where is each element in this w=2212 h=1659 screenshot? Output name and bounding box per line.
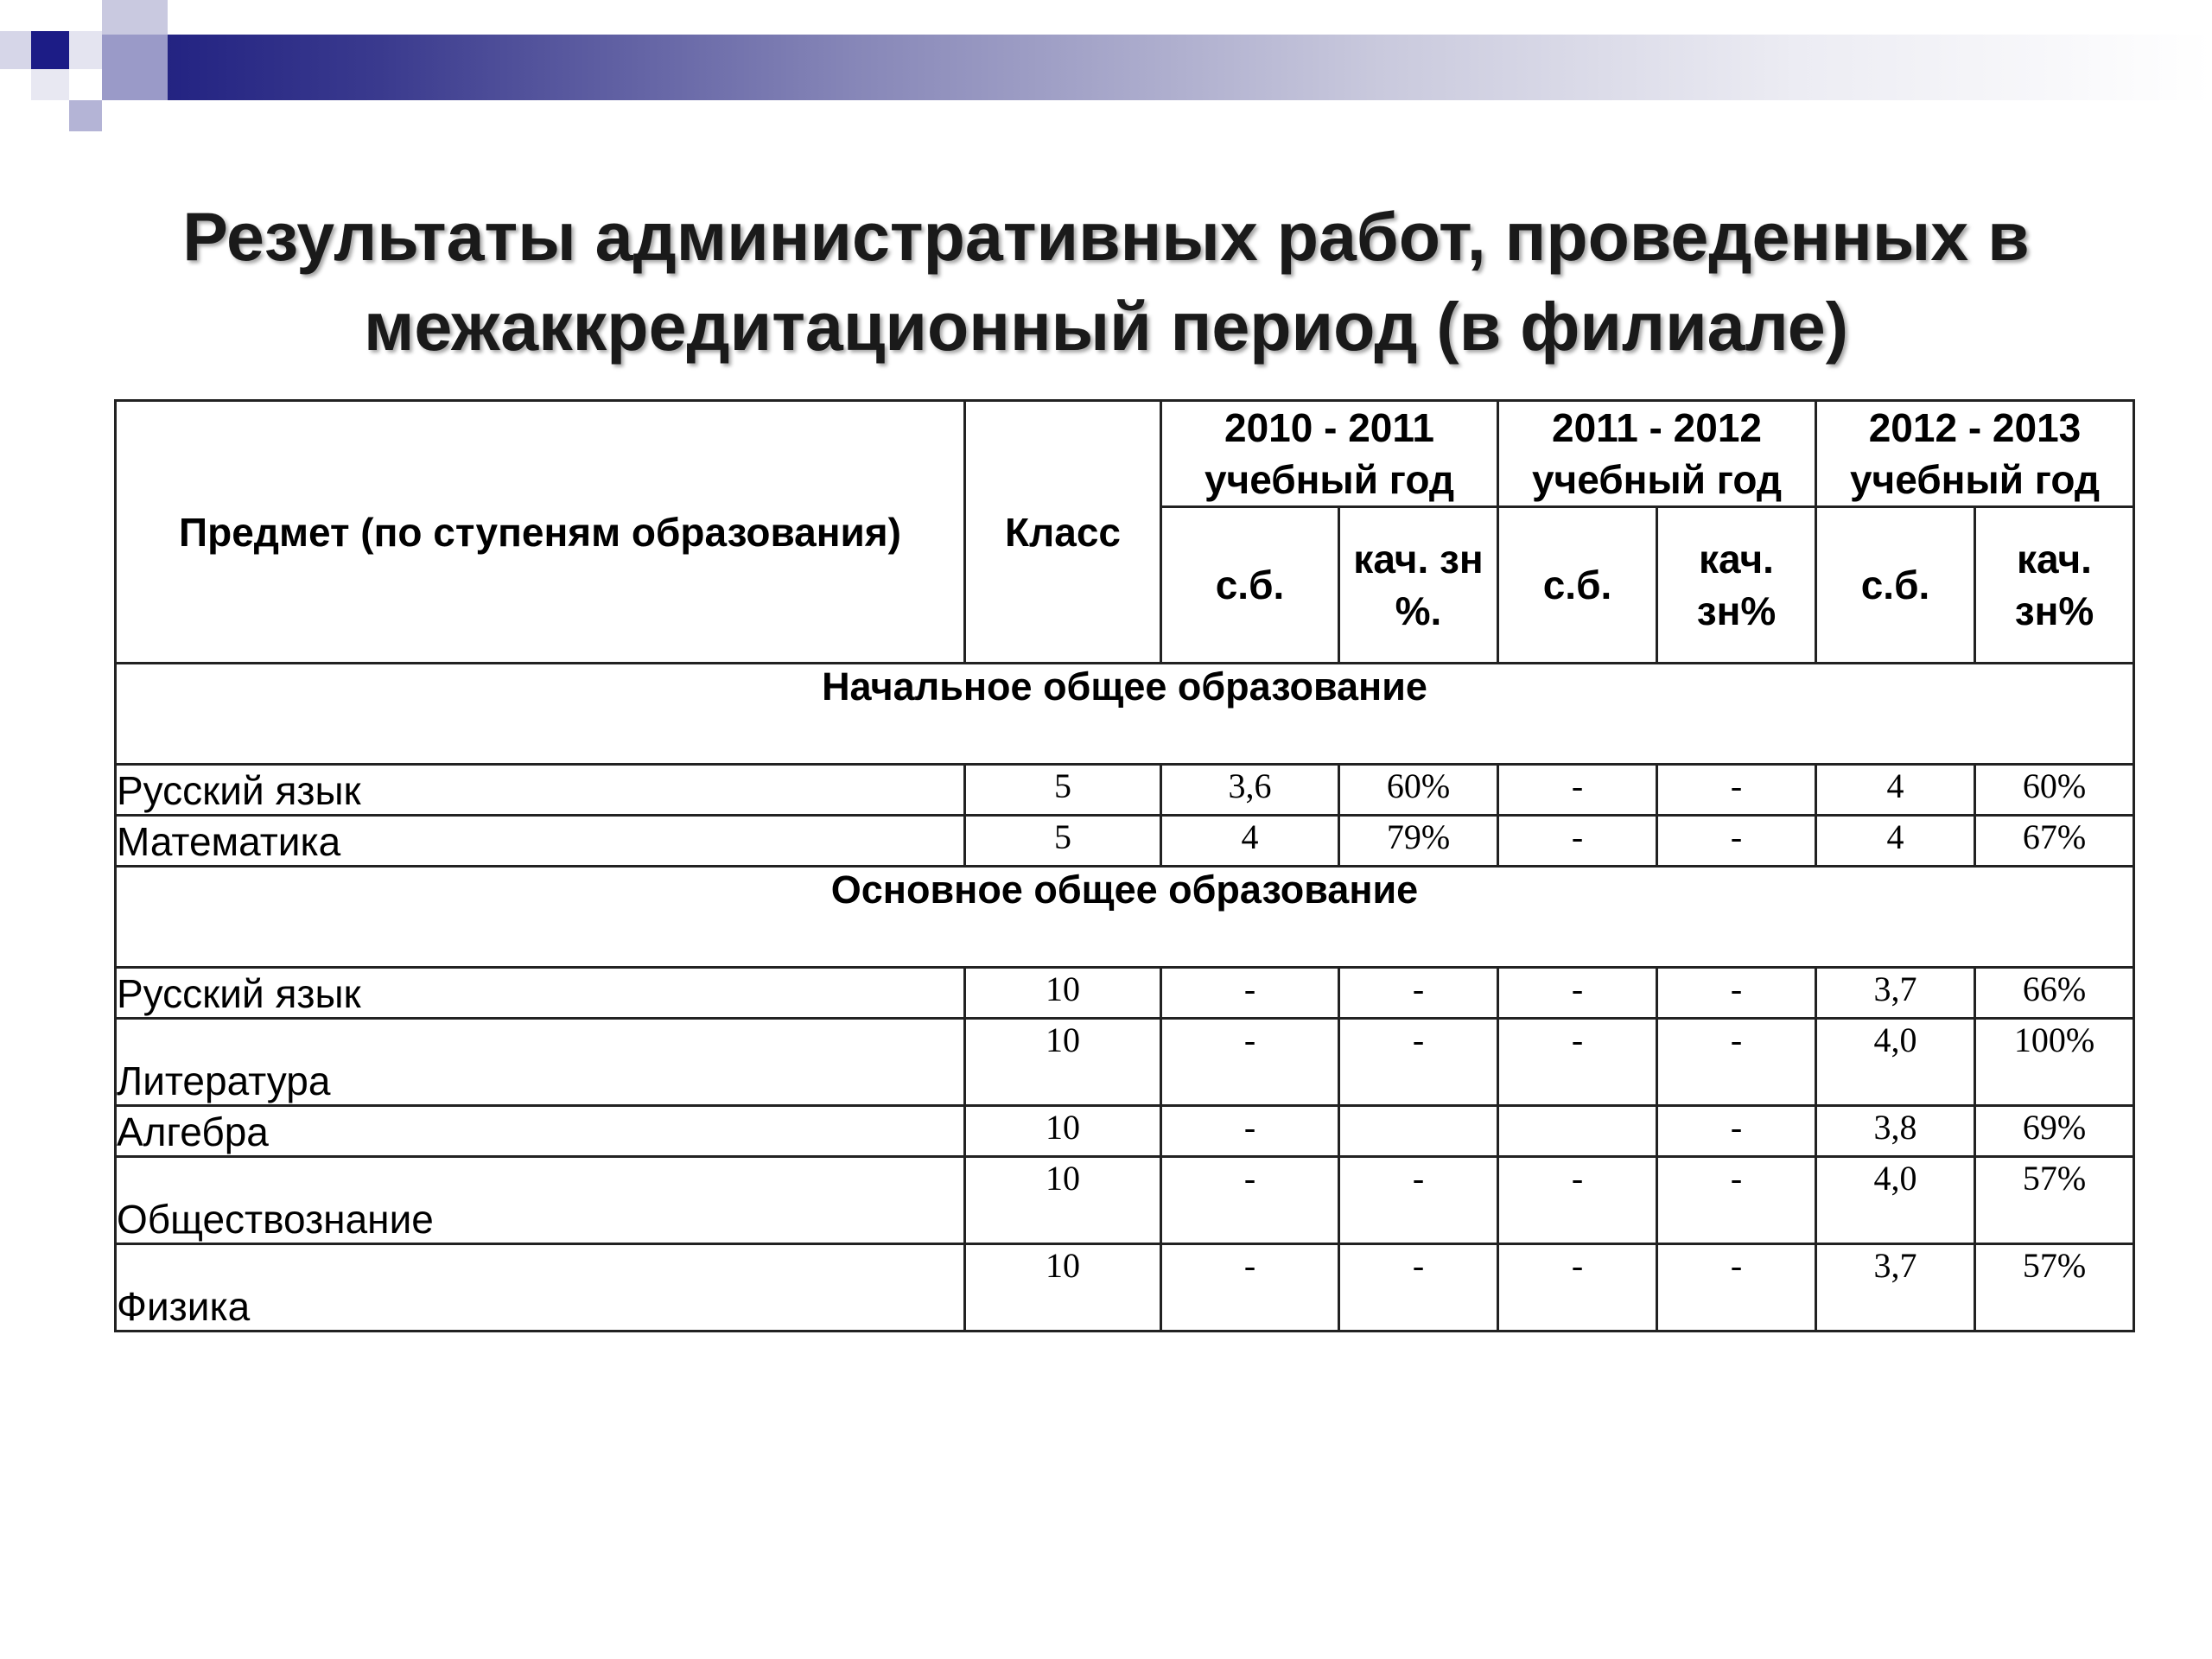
value-cell: - [1657,1019,1816,1106]
value-cell: 67% [1975,816,2134,867]
section-title: Начальное общее образование [116,664,2134,765]
decorative-square [102,35,168,100]
value-cell: - [1161,1157,1339,1244]
class-cell: 10 [965,1106,1161,1157]
value-cell: - [1161,968,1339,1019]
column-header-year: 2012 - 2013 учебный год [1816,401,2134,507]
column-header-metric: кач. зн% [1657,507,1816,664]
decorative-square [102,0,168,35]
value-cell: - [1657,1244,1816,1332]
value-cell: 57% [1975,1157,2134,1244]
value-cell: 4 [1816,765,1975,816]
section-row [116,664,2134,765]
value-cell: 79% [1339,816,1498,867]
value-cell: - [1339,1019,1498,1106]
class-cell: 10 [965,1019,1161,1106]
decorative-square [31,69,69,100]
value-cell: - [1498,765,1657,816]
value-cell: - [1657,816,1816,867]
column-header-year: 2010 - 2011 учебный год [1161,401,1498,507]
subject-cell: Русский язык [116,765,965,816]
value-cell: 60% [1339,765,1498,816]
column-header-year: 2011 - 2012 учебный год [1498,401,1816,507]
value-cell: - [1498,1019,1657,1106]
value-cell: 4 [1816,816,1975,867]
decorative-square [0,31,31,69]
table-row [116,1244,2134,1332]
value-cell: 3,8 [1816,1106,1975,1157]
table-row [116,1019,2134,1106]
table-row [116,816,2134,867]
column-header-metric: кач. зн% [1975,507,2134,664]
decorative-square [69,100,102,131]
decorative-square [31,31,69,69]
value-cell: 4 [1161,816,1339,867]
subject-cell: Физика [116,1244,965,1332]
table-row [116,1157,2134,1244]
class-cell: 5 [965,765,1161,816]
class-cell: 10 [965,968,1161,1019]
value-cell: - [1498,1157,1657,1244]
value-cell: 3,7 [1816,968,1975,1019]
decorative-square [69,31,102,69]
column-header-metric: с.б. [1161,507,1339,664]
value-cell: 69% [1975,1106,2134,1157]
value-cell: 60% [1975,765,2134,816]
subject-cell: Алгебра [116,1106,965,1157]
value-cell: - [1161,1019,1339,1106]
value-cell: 4,0 [1816,1157,1975,1244]
table-row [116,968,2134,1019]
header-row-years [116,401,2134,507]
results-table [114,399,2135,1332]
value-cell: - [1339,1157,1498,1244]
page-title: Результаты административных работ, проведенных в межаккредитационный период (в филиале) [182,198,2030,365]
column-header-class: Класс [965,401,1161,664]
value-cell: - [1657,1157,1816,1244]
value-cell: - [1498,1244,1657,1332]
class-cell: 10 [965,1157,1161,1244]
value-cell: - [1498,816,1657,867]
column-header-subject: Предмет (по ступеням образования) [116,401,965,664]
section-row [116,867,2134,968]
value-cell: 57% [1975,1244,2134,1332]
column-header-metric: с.б. [1816,507,1975,664]
column-header-metric: с.б. [1498,507,1657,664]
table-row [116,765,2134,816]
subject-cell: Математика [116,816,965,867]
value-cell: - [1657,968,1816,1019]
value-cell: - [1339,1244,1498,1332]
section-title: Основное общее образование [116,867,2134,968]
value-cell [1498,1106,1657,1157]
header-gradient-bar [130,35,2212,100]
value-cell: 3,7 [1816,1244,1975,1332]
value-cell: - [1339,968,1498,1019]
value-cell: 66% [1975,968,2134,1019]
value-cell: - [1657,1106,1816,1157]
subject-cell: Обществознание [116,1157,965,1244]
column-header-metric: кач. зн %. [1339,507,1498,664]
value-cell: - [1161,1244,1339,1332]
subject-cell: Русский язык [116,968,965,1019]
value-cell: - [1498,968,1657,1019]
subject-cell: Литература [116,1019,965,1106]
class-cell: 5 [965,816,1161,867]
value-cell: - [1657,765,1816,816]
value-cell: 4,0 [1816,1019,1975,1106]
value-cell [1339,1106,1498,1157]
table-row [116,1106,2134,1157]
value-cell: 100% [1975,1019,2134,1106]
class-cell: 10 [965,1244,1161,1332]
value-cell: 3,6 [1161,765,1339,816]
value-cell: - [1161,1106,1339,1157]
